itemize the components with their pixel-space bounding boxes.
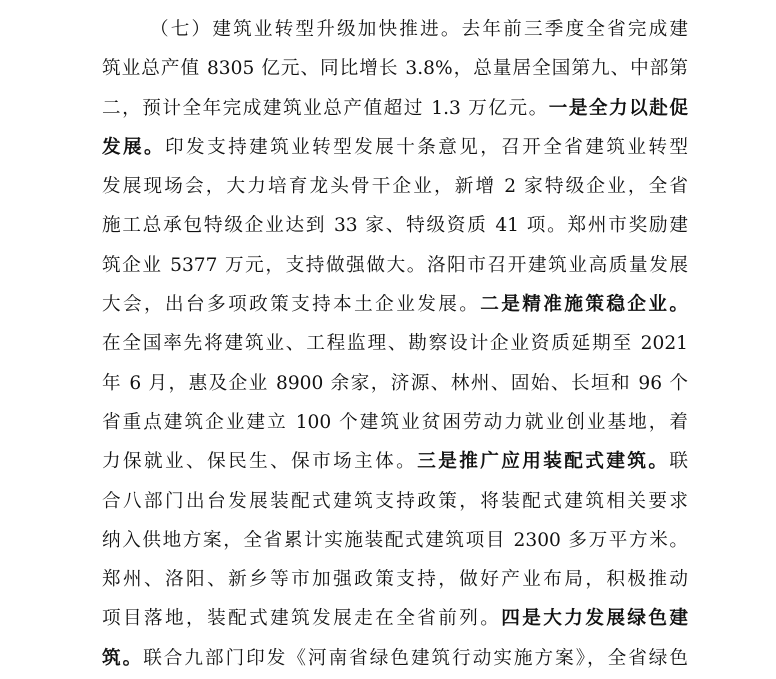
bold-heading-text: 三是推广应用装配式建筑。 xyxy=(417,451,670,473)
paragraph-line xyxy=(102,403,688,442)
paragraph-line xyxy=(102,206,688,245)
line-text: 二，预计全年完成建筑业总产值超过 1.3 万亿元。 xyxy=(102,97,549,119)
line-text: 筑企业 5377 万元，支持做强做大。洛阳市召开建筑业高质量发展 xyxy=(102,254,688,276)
line-text: 发展现场会，大力培育龙头骨干企业，新增 2 家特级企业，全省 xyxy=(102,176,688,198)
line-text: 在全国率先将建筑业、工程监理、勘察设计企业资质延期至 2021 xyxy=(102,333,688,355)
line-text: 联 xyxy=(669,451,688,473)
paragraph-line xyxy=(102,10,688,49)
paragraph-line xyxy=(102,49,688,88)
paragraph-line xyxy=(102,639,688,678)
bold-heading-text: 筑。 xyxy=(102,647,144,669)
line-text: 大会，出台多项政策支持本土企业发展。 xyxy=(102,294,481,316)
paragraph-line xyxy=(102,285,688,324)
line-text: （七）建筑业转型升级加快推进。去年前三季度全省完成建 xyxy=(150,19,688,40)
bold-heading-text: 四是大力发展绿色建 xyxy=(501,608,688,630)
paragraph-line xyxy=(102,442,688,481)
line-text: 郑州、洛阳、新乡等市加强政策支持，做好产业布局，积极推动 xyxy=(102,569,688,591)
paragraph-line xyxy=(102,521,688,560)
paragraph-line xyxy=(102,560,688,599)
line-text: 年 6 月，惠及企业 8900 余家，济源、林州、固始、长垣和 96 个 xyxy=(102,372,688,394)
paragraph-line xyxy=(102,364,688,403)
bold-heading-text: 一是全力以赴促 xyxy=(548,97,688,119)
line-text: 合八部门出台发展装配式建筑支持政策，将装配式建筑相关要求 xyxy=(102,490,688,512)
line-text: 省重点建筑企业建立 100 个建筑业贫困劳动力就业创业基地，着 xyxy=(102,411,688,433)
paragraph-line xyxy=(102,599,688,638)
paragraph-line xyxy=(102,128,688,167)
paragraph-line xyxy=(102,482,688,521)
paragraph-line xyxy=(102,167,688,206)
line-text: 印发支持建筑业转型发展十条意见，召开全省建筑业转型 xyxy=(165,136,688,158)
line-text: 施工总承包特级企业达到 33 家、特级资质 41 项。郑州市奖励建 xyxy=(102,215,688,237)
bold-heading-text: 二是精准施策稳企业。 xyxy=(480,294,688,316)
line-text: 纳入供地方案，全省累计实施装配式建筑项目 2300 多万平方米。 xyxy=(102,529,688,551)
line-text: 筑业总产值 8305 亿元、同比增长 3.8%，总量居全国第九、中部第 xyxy=(102,58,688,80)
line-text: 联合九部门印发《河南省绿色建筑行动实施方案》，全省绿色 xyxy=(143,647,688,669)
paragraph-line xyxy=(102,324,688,363)
bold-heading-text: 发展。 xyxy=(102,136,166,158)
paragraph-line xyxy=(102,89,688,128)
line-text: 力保就业、保民生、保市场主体。 xyxy=(102,451,418,473)
paragraph-line xyxy=(102,246,688,285)
document-body xyxy=(102,10,688,678)
line-text: 项目落地，装配式建筑发展走在全省前列。 xyxy=(102,608,502,630)
